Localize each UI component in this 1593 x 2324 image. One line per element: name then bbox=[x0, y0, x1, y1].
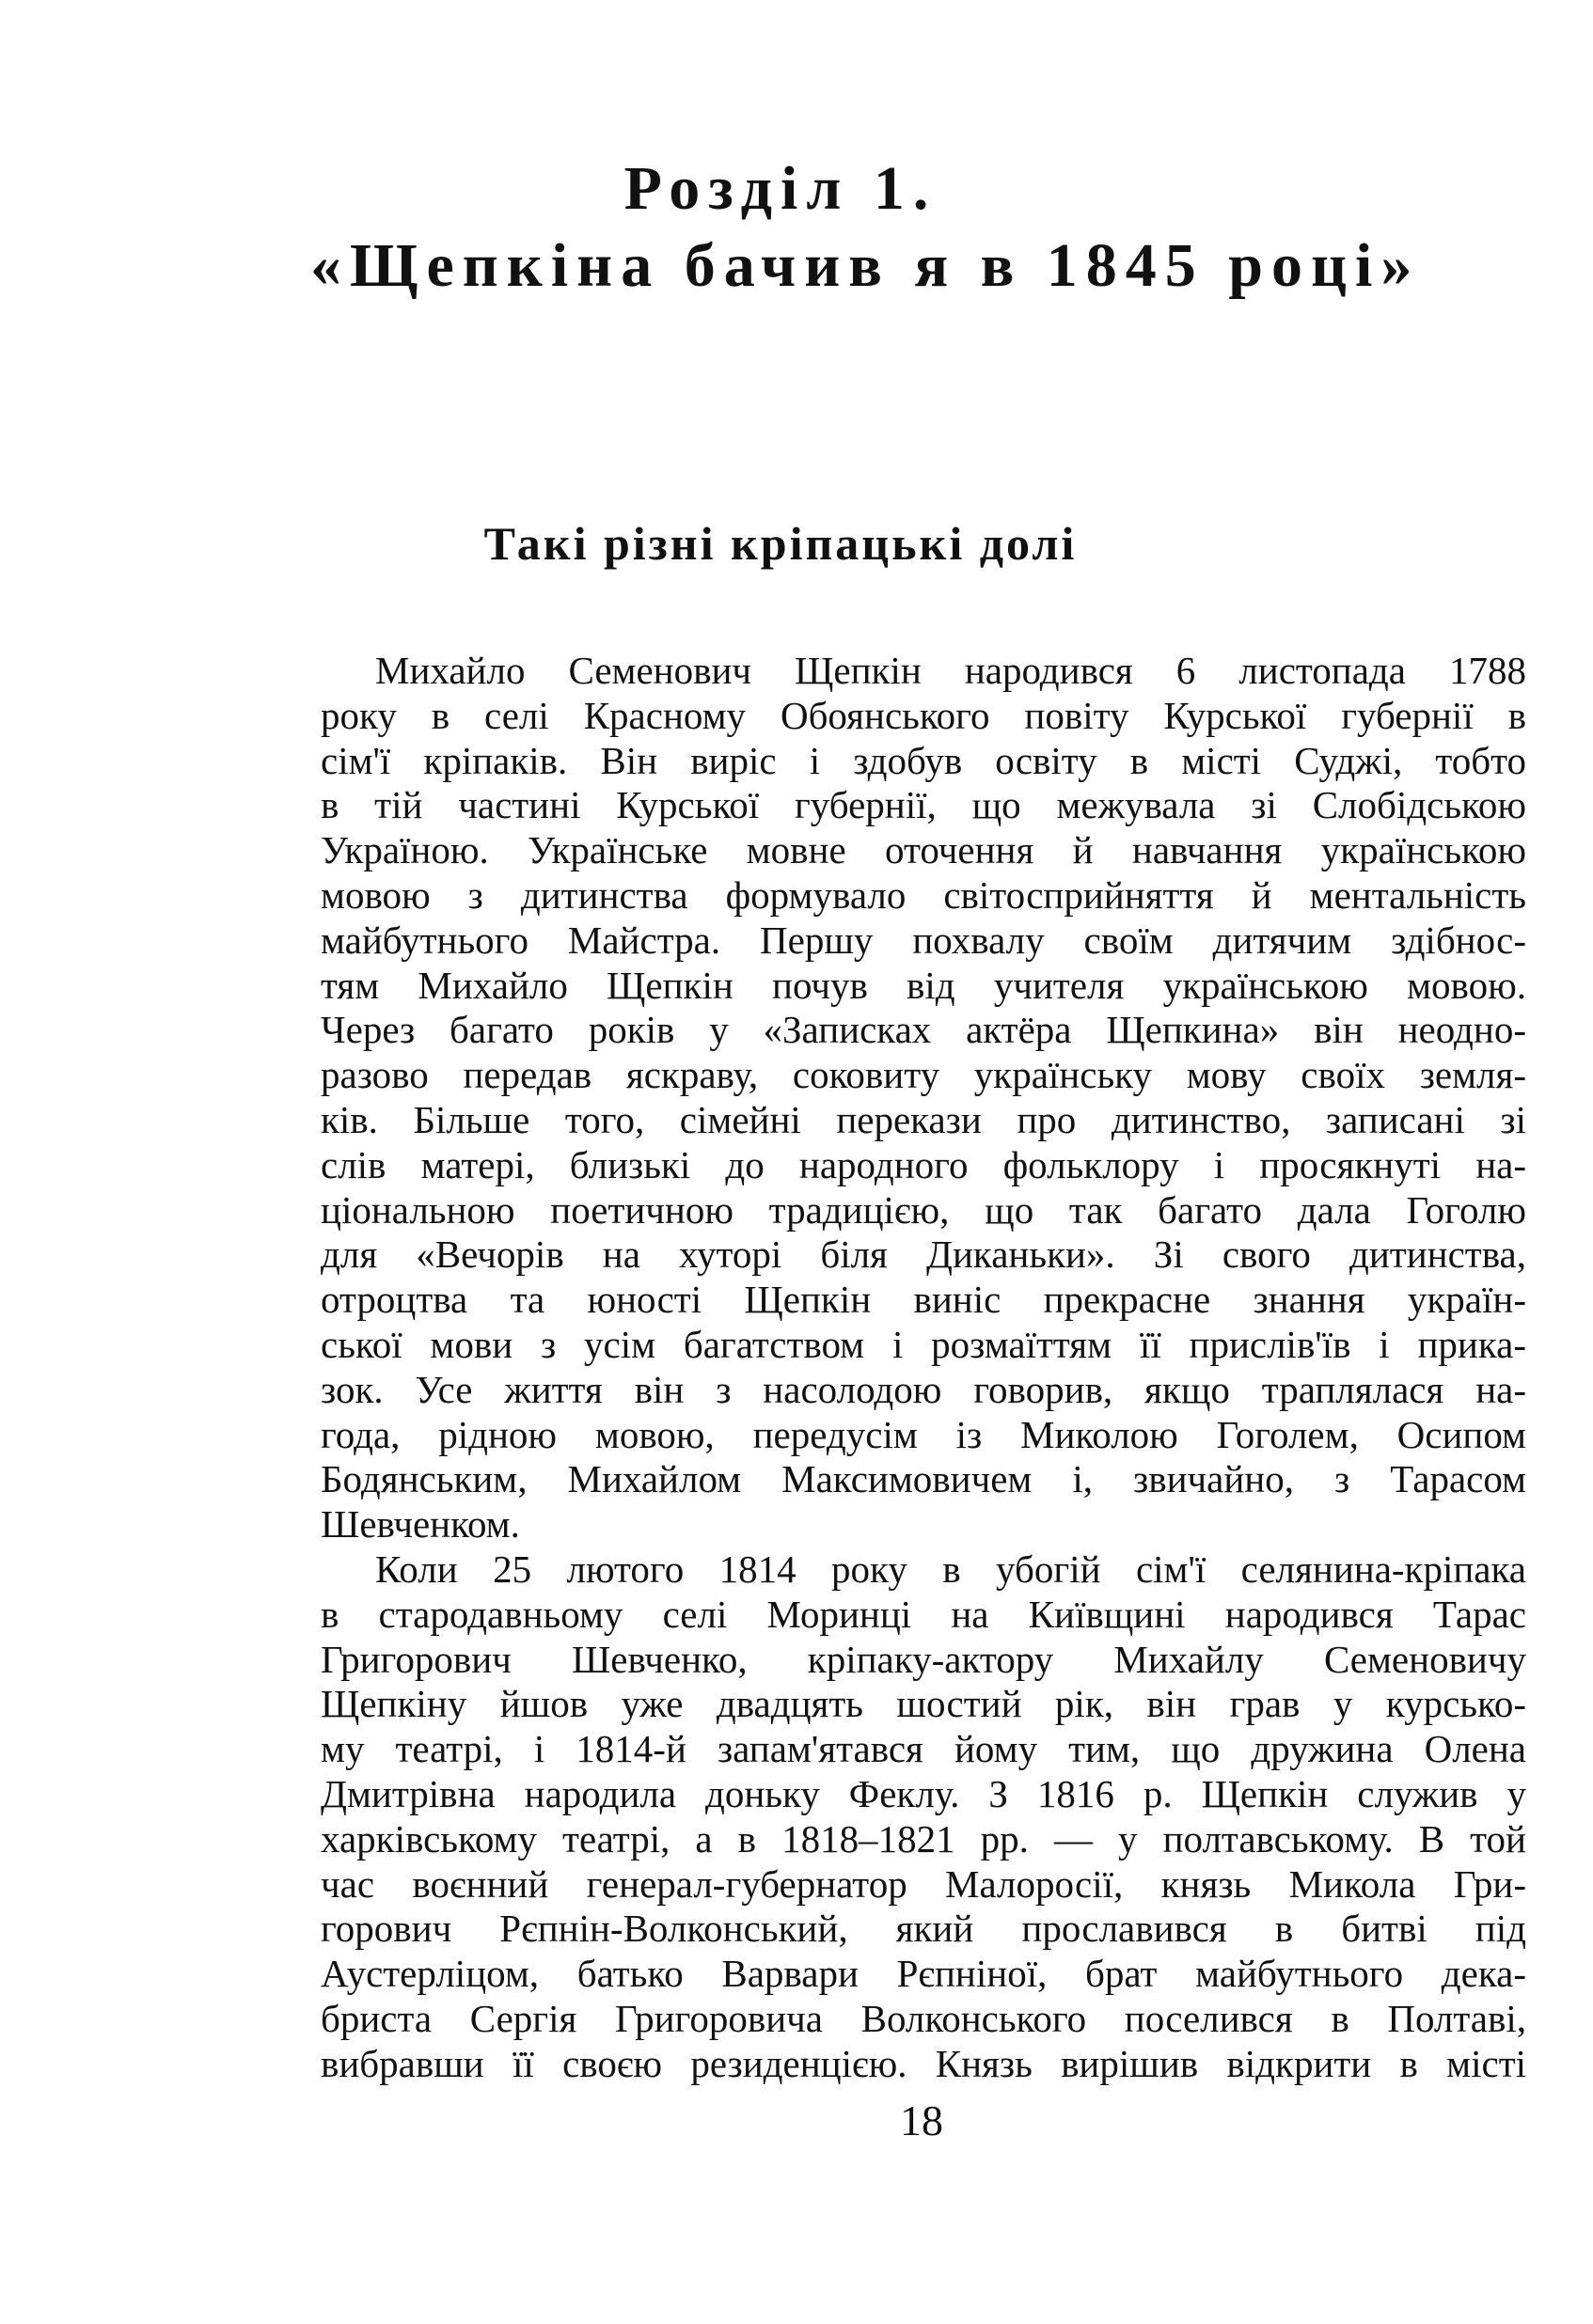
text-line: му театрі, і 1814-й запам'ятався йому тим, що дружина Олена bbox=[321, 1727, 1526, 1771]
text-line: в тій частині Курської губернії, що межувала зі Слобідською bbox=[321, 783, 1526, 827]
text-line: горович Рєпнін-Волконський, який прославився в битві під bbox=[321, 1907, 1526, 1951]
text-line: ків. Більше того, сімейні перекази про дитинство, записані зі bbox=[321, 1097, 1526, 1141]
text-line: час воєнний генерал-губернатор Малоросії, князь Микола Гри- bbox=[321, 1861, 1526, 1906]
text-line: Григорович Шевченко, кріпаку-актору Михайлу Семеновичу bbox=[321, 1637, 1526, 1681]
text-line: Щепкіну йшов уже двадцять шостий рік, він грав у курсько- bbox=[321, 1682, 1526, 1726]
text-line: Бодянським, Михайлом Максимовичем і, звичайно, з Тарасом bbox=[321, 1457, 1526, 1501]
text-line: майбутнього Майстра. Першу похвалу своїм дитячим здібнос- bbox=[321, 918, 1526, 962]
page-number: 18 bbox=[900, 2096, 943, 2144]
text-line: мовою з дитинства формувало світосприйняття й ментальність bbox=[321, 872, 1526, 917]
body-text bbox=[321, 649, 1526, 2087]
text-line: в стародавньому селі Моринці на Київщині народився Тарас bbox=[321, 1592, 1526, 1636]
text-line: отроцтва та юності Щепкін виніс прекрасне знання україн- bbox=[321, 1278, 1526, 1322]
text-line: харківському театрі, а в 1818–1821 рр. — у полтавському. В той bbox=[321, 1816, 1526, 1861]
text-line: Шевченком. bbox=[321, 1502, 520, 1547]
text-line: вибравши її своєю резиденцією. Князь вирішив відкрити в місті bbox=[321, 2041, 1526, 2085]
text-line: Аустерліцом, батько Варвари Рєпніної, брат майбутнього дека- bbox=[321, 1952, 1526, 1996]
text-line: тям Михайло Щепкін почув від учителя українською мовою. bbox=[321, 963, 1526, 1007]
text-line: Через багато років у «Записках актёра Щепкина» він неодно- bbox=[321, 1008, 1526, 1052]
text-line: бриста Сергія Григоровича Волконського поселився в Полтаві, bbox=[321, 1996, 1526, 2040]
text-line: ської мови з усім багатством і розмаїттям її прислів'їв і прика- bbox=[321, 1322, 1526, 1366]
text-line: Коли 25 лютого 1814 року в убогій сім'ї селянина-кріпака bbox=[375, 1547, 1526, 1591]
text-line: разово передав яскраву, соковиту українську мову своїх земля- bbox=[321, 1053, 1526, 1097]
text-line: слів матері, близькі до народного фольклору і просякнуті на- bbox=[321, 1142, 1526, 1186]
text-line: года, рідною мовою, передусім із Миколою Гоголем, Осипом bbox=[321, 1412, 1526, 1456]
text-line: зок. Усе життя він з насолодою говорив, якщо траплялася на- bbox=[321, 1367, 1526, 1411]
text-line: ціональною поетичною традицією, що так багато дала Гоголю bbox=[321, 1187, 1526, 1232]
chapter-heading bbox=[310, 150, 1421, 305]
chapter-number: Розділ 1. bbox=[623, 154, 938, 223]
text-line: року в селі Красному Обоянського повіту Курської губернії в bbox=[321, 693, 1526, 737]
chapter-title: «Щепкіна бачив я в 1845 році» bbox=[310, 231, 1421, 300]
text-line: для «Вечорів на хуторі біля Диканьки». Зі свого дитинства, bbox=[321, 1233, 1526, 1277]
text-line: Дмитрівна народила доньку Феклу. З 1816 р. Щепкін служив у bbox=[321, 1771, 1526, 1815]
text-line: Михайло Семенович Щепкін народився 6 листопада 1788 bbox=[375, 649, 1526, 692]
text-line: сім'ї кріпаків. Він виріс і здобув освіту в місті Суджі, тобто bbox=[321, 738, 1526, 782]
section-title: Такі різні кріпацькі долі bbox=[483, 517, 1078, 570]
text-line: Україною. Українське мовне оточення й навчання українською bbox=[321, 828, 1526, 872]
